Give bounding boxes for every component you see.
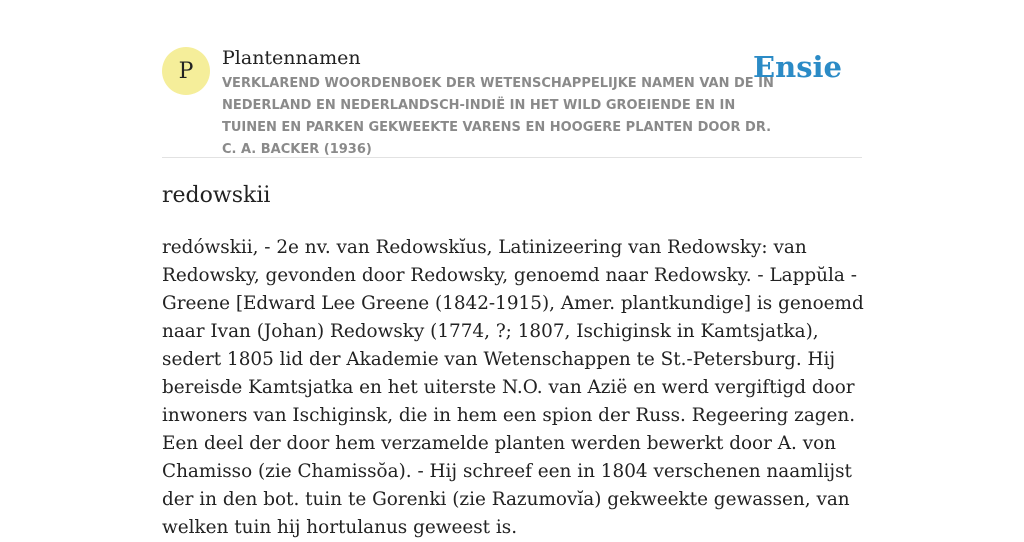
book-title-block	[222, 44, 782, 161]
entry-body: redówskii, - 2e nv. van Redowskĭus, Latinizeering van Redowsky: van Redowsky, gevonden door Redowsky, genoemd naar Redowsky. - Lappŭla - Greene [Edward Lee Greene (1842-1915), Amer. plantkundige] is genoemd naar Ivan (Johan) Redowsky (1774, ?; 1807, Ischiginsk in Kamtsjatka), sedert 1805 lid der Akademie van Wetenschappen te St.-Petersburg. Hij bereisde Kamtsjatka en het uiterste N.O. van Azië en werd vergiftigd door inwoners van Ischiginsk, die in hem een spion der Russ. Regeering zagen. Een deel der door hem verzamelde planten werden bewerkt door A. von Chamisso (zie Chamissŏa). - Hij schreef een in 1804 verschenen naamlijst der in den bot. tuin te Gorenki (zie Razumovĭa) gekweekte gewassen, van welken tuin hij hortulanus geweest is.	[162, 237, 864, 538]
book-avatar[interactable]: P	[162, 47, 210, 95]
book-subtitle: VERKLAREND WOORDENBOEK DER WETENSCHAPPELIJKE NAMEN VAN DE IN NEDERLAND EN NEDERLANDSCH-INDIË IN HET WILD GROEIENDE EN IN TUINEN EN PARKEN GEKWEEKTE VARENS EN HOOGERE PLANTEN DOOR DR. C. A. BACKER (1936)	[222, 76, 774, 157]
ensie-logo-link[interactable]: Ensie	[753, 50, 842, 84]
entry-title: redowskii	[162, 183, 271, 208]
book-header	[162, 44, 862, 157]
book-title-link[interactable]: Plantennamen	[222, 47, 361, 69]
header-divider	[162, 157, 862, 158]
